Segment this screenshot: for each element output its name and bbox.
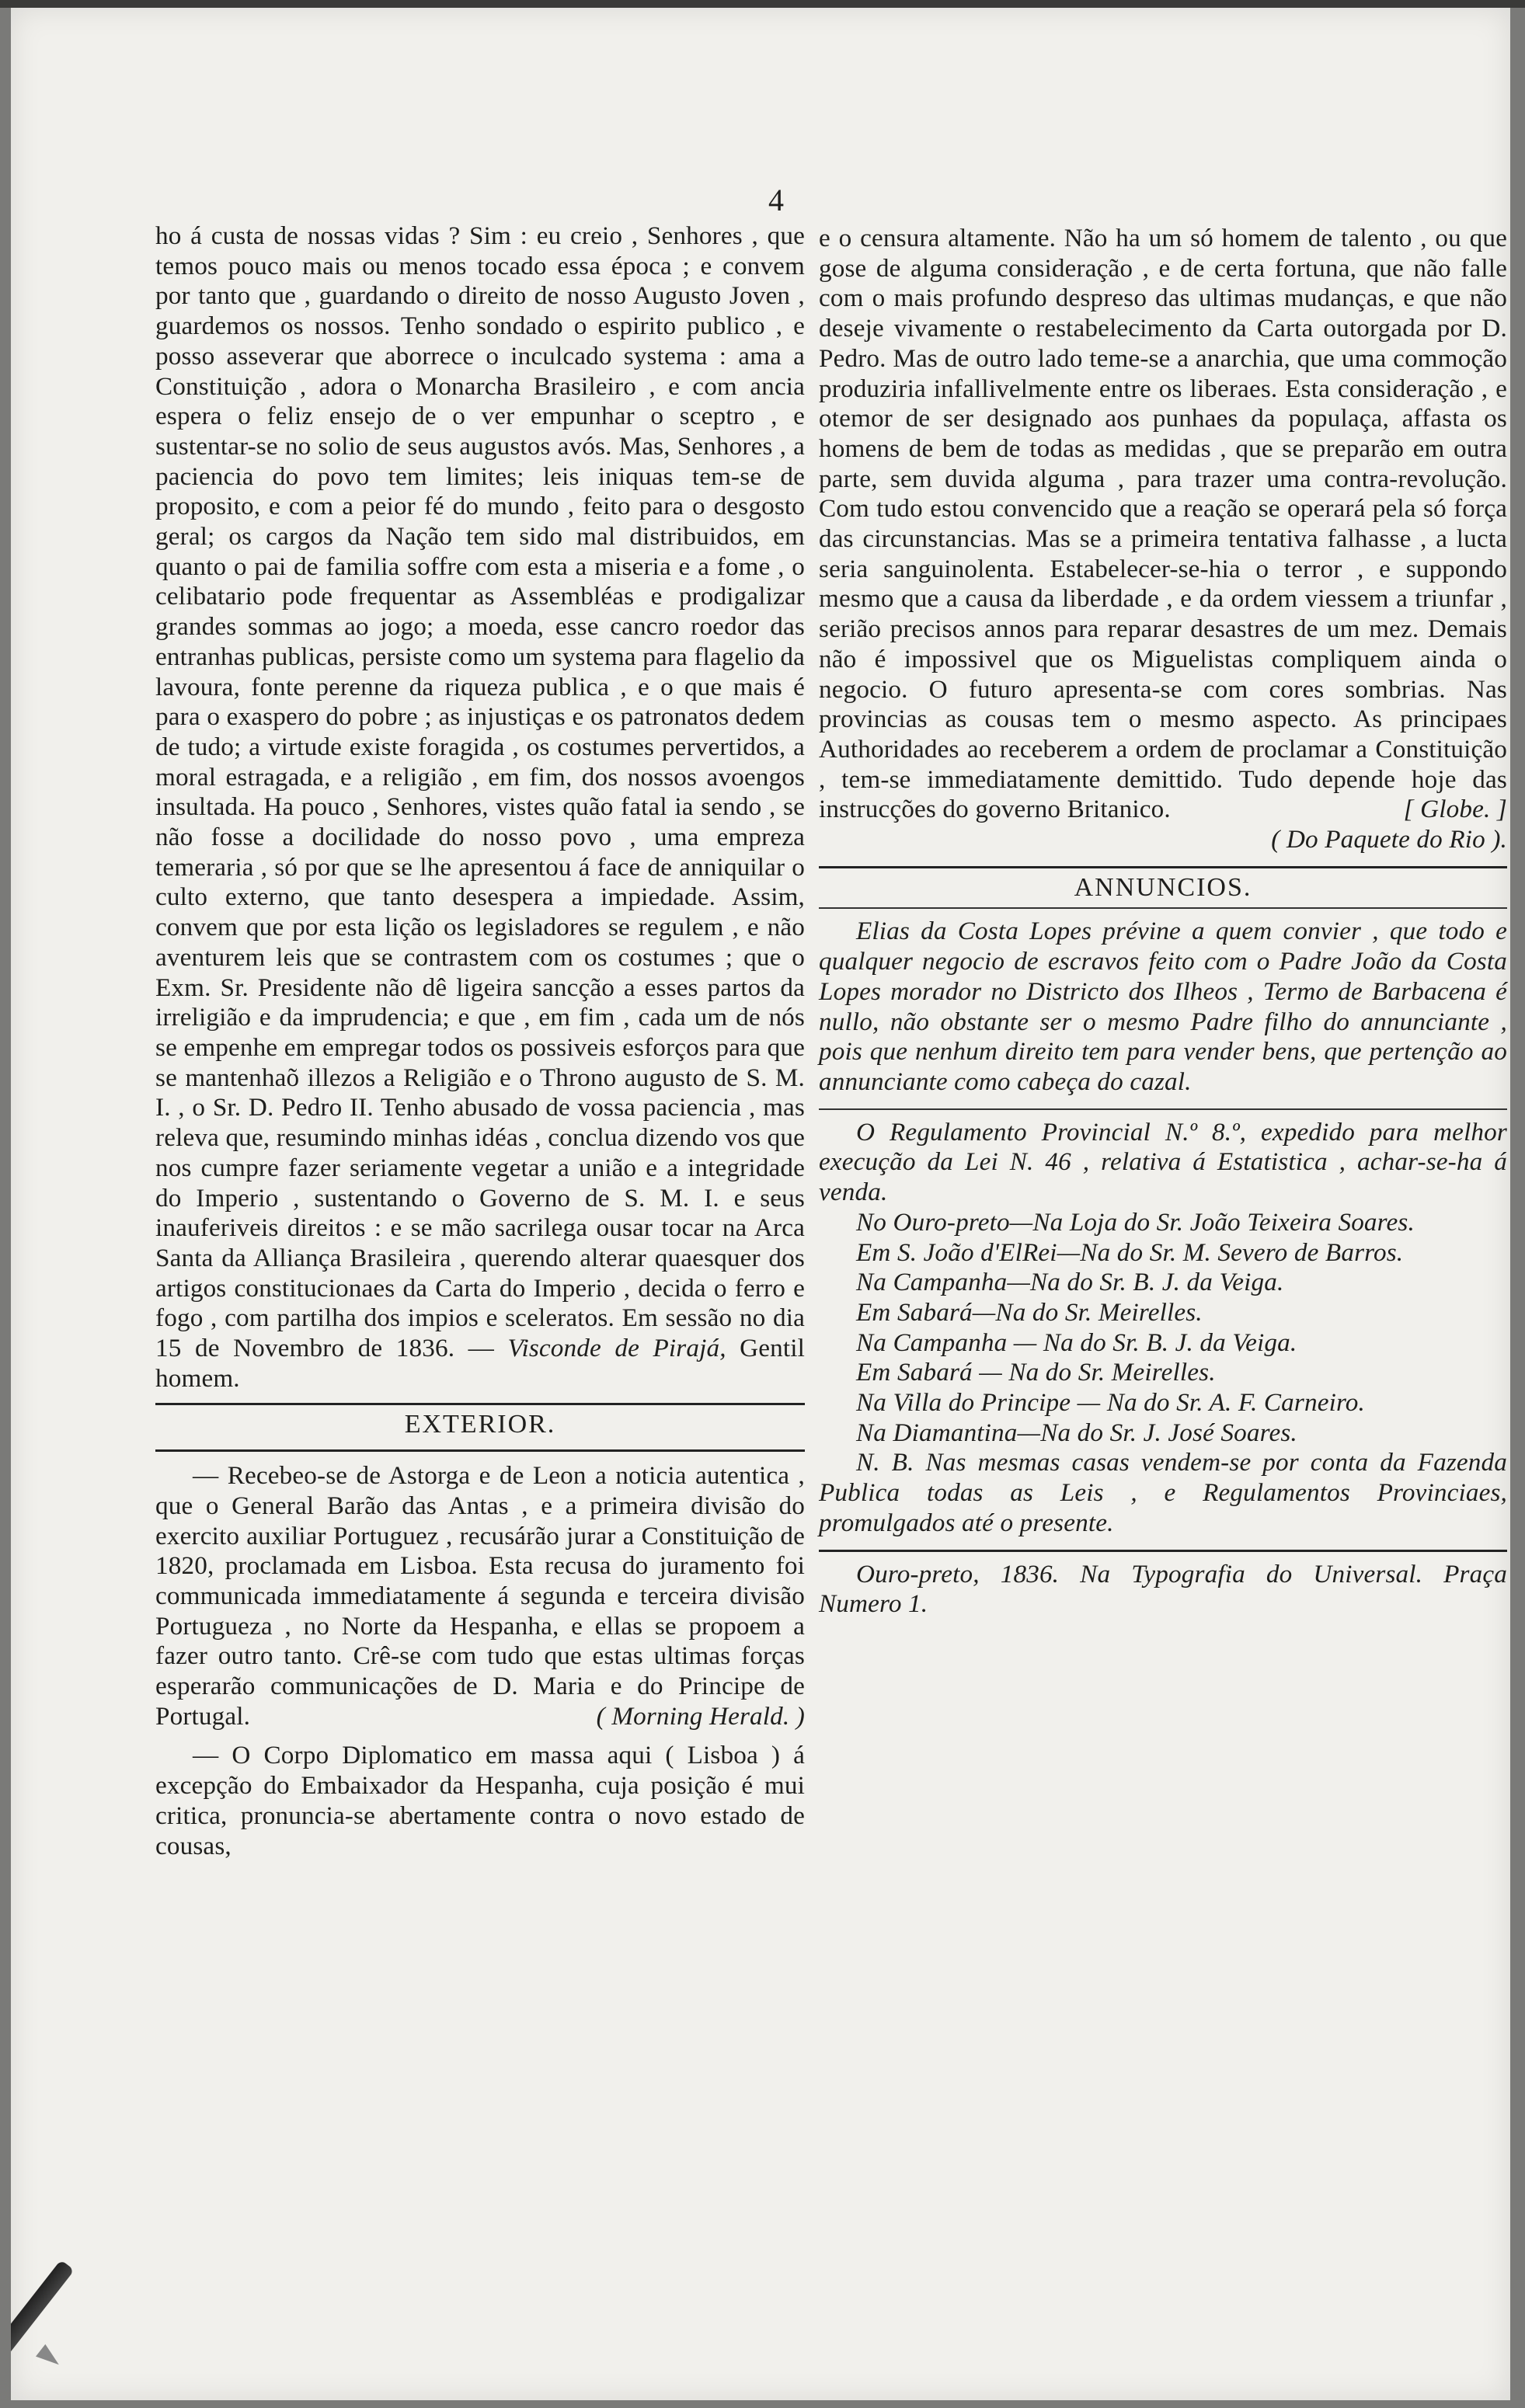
imprint-rule xyxy=(819,1550,1507,1552)
right-column xyxy=(819,224,1507,1620)
place-item: Na Campanha — Na do Sr. B. J. da Veiga. xyxy=(856,1328,1297,1357)
page-number: 4 xyxy=(768,183,784,217)
speech-signature: Visconde de Pirajá, xyxy=(507,1334,726,1363)
ad-divider xyxy=(819,1108,1507,1110)
continuation-source-globe: [ Globe. ] xyxy=(1403,795,1507,824)
place-item: Na Diamantina—Na do Sr. J. José Soares. xyxy=(856,1418,1297,1447)
newspaper-page xyxy=(11,8,1510,2400)
section-heading-exterior: EXTERIOR. xyxy=(404,1410,556,1439)
advertisement-slaves xyxy=(819,917,1507,1097)
section-heading-annuncios: ANNUNCIOS. xyxy=(1074,872,1252,902)
imprint: Ouro-preto, 1836. Na Typografia do Universal. Praça Numero 1. xyxy=(819,1559,1507,1619)
pen-tip xyxy=(36,2344,64,2371)
exterior-news-text: — Recebeo-se de Astorga e de Leon a noticia autentica , que o General Barão das Antas , e a primeira divisão do exercito auxiliar Portuguez , recusárão jurar a Constituição de 1820, proclamada em Lisboa. Esta recusa do juramento foi communicada immediatamente á segunda e terceira divisão Portugueza , no Norte da Hespanha, e ellas se propoem a fazer outro tanto. Crê-se com tudo que estas ultimas forças esperarão communicações de D. Maria e do Principe de Portugal. xyxy=(155,1461,805,1731)
section-rule-top xyxy=(155,1403,805,1405)
left-column xyxy=(155,221,805,1861)
exterior-news-source: ( Morning Herald. ) xyxy=(596,1701,805,1731)
speech-text: ho á custa de nossas vidas ? Sim : eu creio , Senhores , que temos pouco mais ou menos tocado essa época ; e convem por tanto que , guardando o direito de nosso Augusto Joven , guardemos os nossos. Tenho sondado o espirito publico , e posso asseverar que aborrece o inculcado systema : ama a Constituição , adora o Monarcha Brasileiro , e com ancia espera o feliz ensejo de o ver empunhar o sceptro , e sustentar-se no solio de seus augustos avós. Mas, Senhores , a paciencia do povo tem limites; leis iniquas tem-se de proposito, e com a peior fé do mundo , feito para o desgosto geral; os cargos da Nação tem sido mal distribuidos, em quanto o pai de familia soffre com esta a miseria e a fome , o celibatario pode frequentar as Assembléas e prodigalizar grandes sommas ao jogo; a moeda, esse cancro roedor das entranhas publicas, persiste como um systema para flagelio da lavoura, fonte perenne da riqueza publica , e o que mais é para o exaspero do pobre ; as injustiças e os patronatos dedem de tudo; a virtude existe foragida , os costumes pervertidos, a moral estragada, e a religião , em fim, dos nossos avoengos insultada. Ha pouco , Senhores, vistes quão fatal ia sendo , se não fosse a docilidade do nosso povo , uma empreza temeraria , só por que se lhe apresentou á face de anniquilar o culto externo, que tanto desespera a impiedade. Assim, convem que por esta lição os legisladores se regulem , e não aventurem leis que se contrastem com os costumes ; que o Exm. Sr. Presidente não dê ligeira sancção a esses partos da irreligião e da imprudencia; e que , em fim , cada um de nós se empenhe em empregar todos os possiveis esforços para que se mantenhaõ illezos a Religião e o Throno augusto de S. M. I. , o Sr. D. Pedro II. Tenho abusado de vossa paciencia , mas releva que, resumindo minhas idéas , conclua dizendo vos que nos cumpre fazer seriamente vegetar a união e a integridade do Imperio , sustentando o Governo de S. M. I. e seus inauferiveis direitos : e se mão sacrilega ousar tocar na Arca Santa da Alliança Brasileira , querendo alterar quaesquer dos artigos constitucionaes da Carta do Imperio , decida o ferro e fogo , com partilha dos impios e sceleratos. Em sessão no dia 15 de Novembro de 1836. — xyxy=(155,221,805,1363)
continuation-source-paquete: ( Do Paquete do Rio ). xyxy=(1271,825,1507,854)
annuncios-rule-top xyxy=(819,866,1507,868)
exterior-news-paragraph xyxy=(155,1461,805,1731)
advertisement-slaves-text: Elias da Costa Lopes prévine a quem convier , que todo e qualquer negocio de escravos feito com o Padre João da Costa Lopes morador no Districto dos Ilheos , Termo de Barbacena é nullo, não obstante ser o mesmo Padre filho do annunciante , pois que nenhum direito tem para vender bens, que pertenção ao annunciante como cabeça do cazal. xyxy=(819,917,1507,1096)
continuation-text: e o censura altamente. Não ha um só homem de talento , ou que gose de alguma consideração , e de certa fortuna, que não falle com o mais profundo despreso das ultimas mudanças, e que não deseje vivamente o restabelecimento da Carta outorgada por D. Pedro. Mas de outro lado teme-se a anarchia, que uma commoção produziria infallivelmente entre os liberaes. Esta consideração , e otemor de ser designado aos punhaes da populaça, affasta os homens de bem de todas as medidas , que se preparão em outra parte, sem duvida alguma , para trazer uma contra-revolução. Com tudo estou convencido que a reação se operará pela só força das circunstancias. Mas se a primeira tentativa falhasse , a lucta seria sanguinolenta. Estabelecer-se-hia o terror , e suppondo mesmo que a causa da liberdade , e da ordem viessem a triunfar , serião precisos annos para reparar desastres de um mez. Demais não é impossivel que os Miguelistas compliquem ainda o negocio. O futuro apresenta-se com cores sombrias. Nas provincias as cousas tem o mesmo aspecto. As principaes Authoridades ao receberem a ordem de proclamar a Constituição , tem-se immediatamente demittido. Tudo depende hoje das instrucções do governo Britanico. xyxy=(819,224,1507,824)
advertisement-regulamento xyxy=(819,1118,1507,1539)
continuation-paragraph xyxy=(819,224,1507,825)
place-item: Em Sabará — Na do Sr. Meirelles. xyxy=(856,1358,1216,1387)
annuncios-rule-bottom xyxy=(819,907,1507,909)
place-item: Na Campanha—Na do Sr. B. J. da Veiga. xyxy=(856,1268,1284,1297)
pen-object xyxy=(11,2260,75,2356)
speech-paragraph xyxy=(155,221,805,1394)
place-item: No Ouro-preto—Na Loja do Sr. João Teixeira Soares. xyxy=(856,1207,1415,1237)
regulamento-intro xyxy=(819,1118,1507,1208)
place-item: Em S. João d'ElRei—Na do Sr. M. Severo de Barros. xyxy=(856,1237,1404,1267)
regulamento-intro-first: O Regulamento Provincial N.º 8.º, expedido xyxy=(856,1117,1355,1147)
place-item: Em Sabará—Na do Sr. Meirelles. xyxy=(856,1297,1203,1327)
place-item: Na Villa do Principe — Na do Sr. A. F. Carneiro. xyxy=(856,1388,1365,1418)
section-rule-bottom xyxy=(155,1449,805,1452)
regulamento-note: N. B. Nas mesmas casas vendem-se por conta da Fazenda Publica todas as Leis , e Regulamentos Provinciaes, promulgados até o presente. xyxy=(819,1448,1507,1537)
regulamento-intro-rest: para melhor execução da Lei N. 46 , relativa á Estatistica , achar-se-ha á venda. xyxy=(819,1117,1507,1207)
scan-border xyxy=(0,0,1525,8)
diplomatic-corps-paragraph: — O Corpo Diplomatico em massa aqui ( Lisboa ) á excepção do Embaixador da Hespanha, cuja posição é mui critica, pronuncia-se abertamente contra o novo estado de cousas, xyxy=(155,1741,805,1860)
speech-signature-tail: Gentil homem. xyxy=(155,1334,805,1393)
